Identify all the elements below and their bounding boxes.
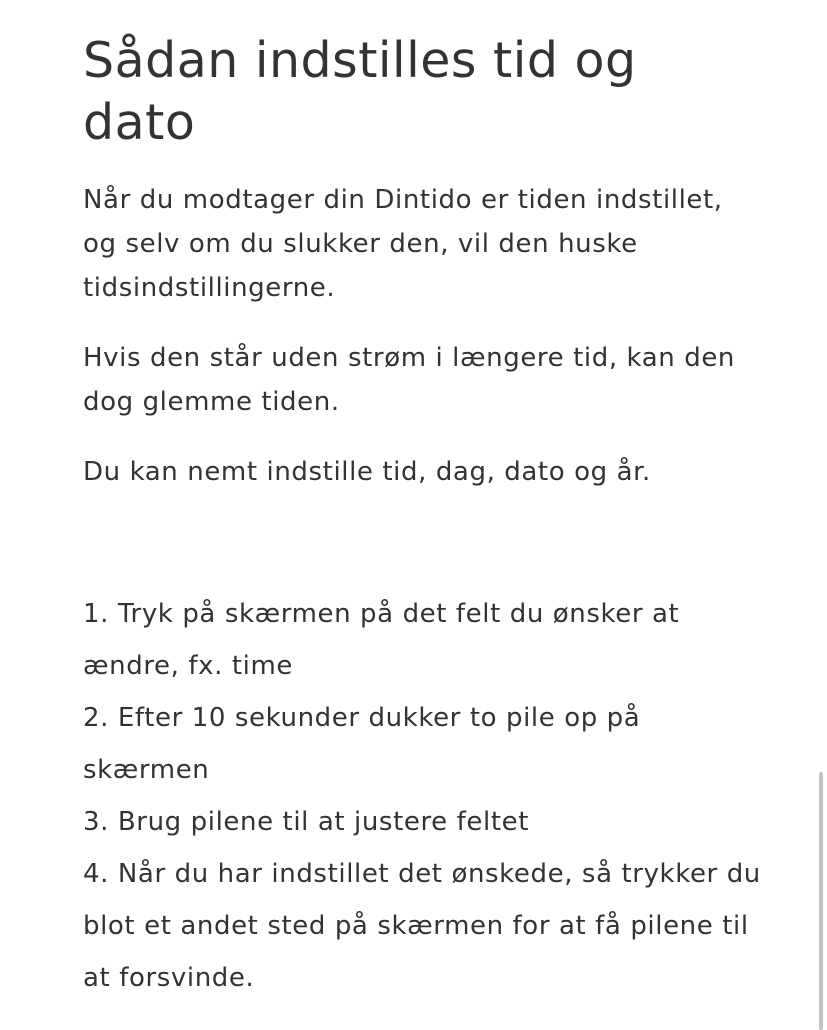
article-content <box>83 0 783 1004</box>
step-item-1: 1. Tryk på skærmen på det felt du ønsker at ændre, fx. time <box>83 599 680 681</box>
step-item-3: 3. Brug pilene til at justere feltet <box>83 807 530 837</box>
page-title: Sådan indstilles tid og dato <box>83 32 637 151</box>
settings-paragraph: Du kan nemt indstille tid, dag, dato og år. <box>83 457 651 487</box>
vertical-scrollbar[interactable] <box>819 772 823 1030</box>
step-item-2: 2. Efter 10 sekunder dukker to pile op på skærmen <box>83 703 641 785</box>
intro-paragraph: Når du modtager din Dintido er tiden indstillet, og selv om du slukker den, vil den huske tidsindstillingerne. <box>83 185 723 303</box>
power-loss-paragraph: Hvis den står uden strøm i længere tid, kan den dog glemme tiden. <box>83 343 735 417</box>
steps-list <box>83 588 763 1004</box>
step-item-4: 4. Når du har indstillet det ønskede, så trykker du blot et andet sted på skærmen for at få pilene til at forsvinde. <box>83 859 761 993</box>
